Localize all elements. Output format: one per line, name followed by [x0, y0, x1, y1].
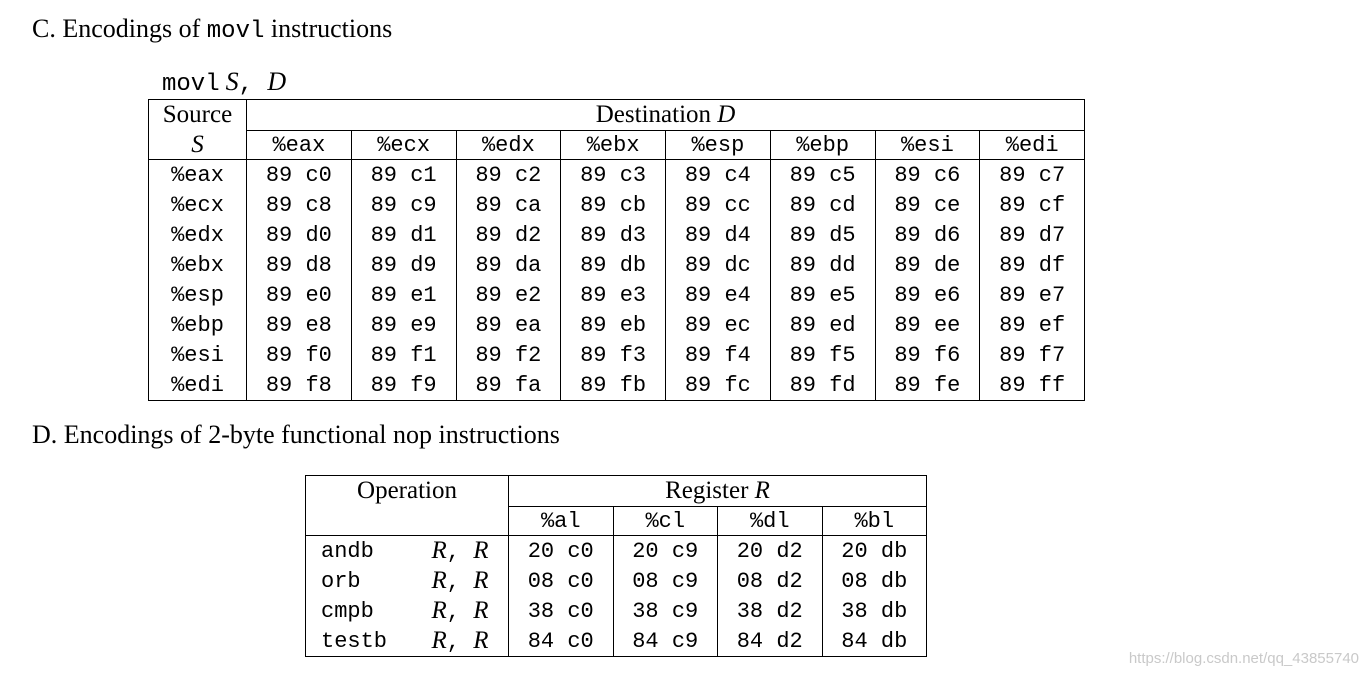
- encoding-cell: 89 ee: [875, 310, 980, 340]
- encoding-cell: 89 ef: [980, 310, 1085, 340]
- encoding-cell: 89 d7: [980, 220, 1085, 250]
- encoding-cell: 08 c0: [509, 566, 614, 596]
- source-register-cell: %ebx: [171, 252, 224, 278]
- operation-name-cell: orb: [321, 568, 361, 594]
- encoding-cell: 89 f8: [247, 370, 352, 401]
- operand-a: R: [431, 537, 447, 564]
- encoding-cell: 89 e3: [561, 280, 666, 310]
- encoding-cell: 89 f5: [770, 340, 875, 370]
- operand-a: R: [431, 597, 447, 624]
- operation-header: Operation: [357, 477, 457, 505]
- encoding-cell: 89 c7: [980, 160, 1085, 191]
- source-register-cell: %esp: [171, 282, 224, 308]
- encoding-cell: 89 ca: [456, 190, 561, 220]
- table-row: [149, 190, 1085, 220]
- syntax-comma: ,: [238, 71, 268, 98]
- operand-comma: ,: [446, 570, 474, 595]
- encoding-cell: 89 dd: [770, 250, 875, 280]
- operation-header-blank: [306, 507, 509, 536]
- table-row: [306, 626, 927, 657]
- encoding-cell: 89 d9: [351, 250, 456, 280]
- encoding-cell: 89 f1: [351, 340, 456, 370]
- encoding-cell: 89 e1: [351, 280, 456, 310]
- encoding-cell: 89 f0: [247, 340, 352, 370]
- encoding-cell: 89 c2: [456, 160, 561, 191]
- table-row: [306, 596, 927, 626]
- encoding-cell: 89 e0: [247, 280, 352, 310]
- operation-name-cell: andb: [321, 538, 374, 564]
- column-header: %eax: [247, 131, 352, 160]
- movl-encoding-table: [148, 99, 1085, 401]
- section-d-heading: D. Encodings of 2-byte functional nop instructions: [32, 420, 560, 449]
- encoding-cell: 08 db: [822, 566, 927, 596]
- encoding-cell: 89 ec: [666, 310, 771, 340]
- encoding-cell: 89 cb: [561, 190, 666, 220]
- encoding-cell: 89 fc: [666, 370, 771, 401]
- column-header: %al: [509, 507, 614, 536]
- encoding-cell: 08 d2: [718, 566, 823, 596]
- encoding-cell: 89 d2: [456, 220, 561, 250]
- section-c-heading-suffix: instructions: [264, 14, 393, 43]
- table-row: [306, 536, 927, 567]
- encoding-cell: 89 cc: [666, 190, 771, 220]
- section-c-heading-prefix: C. Encodings of: [32, 14, 207, 43]
- encoding-cell: 84 c9: [613, 626, 718, 657]
- source-register-cell: %edi: [171, 372, 224, 398]
- encoding-cell: 38 c0: [509, 596, 614, 626]
- encoding-cell: 89 e9: [351, 310, 456, 340]
- encoding-cell: 89 e4: [666, 280, 771, 310]
- source-register-cell: %eax: [171, 162, 224, 188]
- encoding-cell: 38 c9: [613, 596, 718, 626]
- encoding-cell: 89 f7: [980, 340, 1085, 370]
- column-header: %ebx: [561, 131, 666, 160]
- source-header: Source: [162, 101, 233, 129]
- encoding-cell: 89 f2: [456, 340, 561, 370]
- column-header: %bl: [822, 507, 927, 536]
- encoding-cell: 38 d2: [718, 596, 823, 626]
- table-d-column-header-row: [306, 507, 927, 536]
- encoding-cell: 89 d1: [351, 220, 456, 250]
- encoding-cell: 84 c0: [509, 626, 614, 657]
- column-header: %ecx: [351, 131, 456, 160]
- source-register-cell: %ebp: [171, 312, 224, 338]
- encoding-cell: 89 e2: [456, 280, 561, 310]
- operand-b: R: [473, 627, 489, 654]
- source-register-cell: %esi: [171, 342, 224, 368]
- encoding-cell: 89 ea: [456, 310, 561, 340]
- encoding-cell: 89 fb: [561, 370, 666, 401]
- table-c-body: [149, 160, 1085, 401]
- operands-cell: [416, 536, 509, 567]
- encoding-cell: 89 cf: [980, 190, 1085, 220]
- encoding-cell: 89 f4: [666, 340, 771, 370]
- operands-cell: [416, 626, 509, 657]
- source-register-cell: %ecx: [171, 192, 224, 218]
- encoding-cell: 89 d8: [247, 250, 352, 280]
- watermark: https://blog.csdn.net/qq_43855740: [1128, 650, 1359, 667]
- column-header: %edi: [980, 131, 1085, 160]
- operands-cell: [416, 566, 509, 596]
- encoding-cell: 89 df: [980, 250, 1085, 280]
- table-row: [149, 160, 1085, 191]
- encoding-cell: 89 de: [875, 250, 980, 280]
- table-c-header-row: [149, 100, 1085, 131]
- operand-b: R: [473, 567, 489, 594]
- column-header: %edx: [456, 131, 561, 160]
- encoding-cell: 89 db: [561, 250, 666, 280]
- encoding-cell: 84 db: [822, 626, 927, 657]
- encoding-cell: 89 cd: [770, 190, 875, 220]
- table-row: [149, 220, 1085, 250]
- table-row: [149, 370, 1085, 401]
- destination-var: D: [717, 101, 736, 128]
- encoding-cell: 20 c0: [509, 536, 614, 567]
- encoding-cell: 89 fe: [875, 370, 980, 401]
- operand-b: R: [473, 537, 489, 564]
- destination-header: [247, 100, 1085, 131]
- encoding-cell: 89 c5: [770, 160, 875, 191]
- operand-b: R: [473, 597, 489, 624]
- encoding-cell: 20 d2: [718, 536, 823, 567]
- register-label: Register: [665, 477, 749, 504]
- source-register-cell: %edx: [171, 222, 224, 248]
- section-c-heading: [32, 14, 392, 47]
- encoding-cell: 38 db: [822, 596, 927, 626]
- column-header: %cl: [613, 507, 718, 536]
- operand-comma: ,: [446, 600, 474, 625]
- register-var: R: [754, 477, 770, 504]
- encoding-cell: 89 f6: [875, 340, 980, 370]
- encoding-cell: 89 c9: [351, 190, 456, 220]
- encoding-cell: 89 ff: [980, 370, 1085, 401]
- movl-syntax-line: [162, 68, 286, 99]
- source-var: S: [149, 131, 247, 160]
- encoding-cell: 89 c0: [247, 160, 352, 191]
- operation-name-cell: cmpb: [321, 598, 374, 624]
- encoding-cell: 89 fa: [456, 370, 561, 401]
- syntax-source: S: [225, 67, 239, 96]
- operand-a: R: [431, 627, 447, 654]
- encoding-cell: 20 c9: [613, 536, 718, 567]
- encoding-cell: 89 d6: [875, 220, 980, 250]
- encoding-cell: 89 ed: [770, 310, 875, 340]
- column-header: %dl: [718, 507, 823, 536]
- destination-label: Destination: [595, 101, 712, 128]
- section-c-heading-code: movl: [206, 18, 265, 45]
- encoding-cell: 89 c6: [875, 160, 980, 191]
- table-c-column-header-row: [149, 131, 1085, 160]
- encoding-cell: 89 e5: [770, 280, 875, 310]
- encoding-cell: 89 fd: [770, 370, 875, 401]
- table-row: [149, 310, 1085, 340]
- encoding-cell: 89 eb: [561, 310, 666, 340]
- table-d-header-row: [306, 476, 927, 507]
- encoding-cell: 89 c8: [247, 190, 352, 220]
- table-row: [149, 250, 1085, 280]
- encoding-cell: 89 f9: [351, 370, 456, 401]
- operands-cell: [416, 596, 509, 626]
- nop-encoding-table: [305, 475, 927, 657]
- table-row: [149, 280, 1085, 310]
- encoding-cell: 89 d0: [247, 220, 352, 250]
- encoding-cell: 89 d5: [770, 220, 875, 250]
- table-row: [306, 566, 927, 596]
- syntax-code: movl: [162, 71, 220, 98]
- encoding-cell: 89 f3: [561, 340, 666, 370]
- encoding-cell: 89 e8: [247, 310, 352, 340]
- encoding-cell: 89 c4: [666, 160, 771, 191]
- encoding-cell: 89 da: [456, 250, 561, 280]
- encoding-cell: 08 c9: [613, 566, 718, 596]
- encoding-cell: 89 ce: [875, 190, 980, 220]
- column-header: %esi: [875, 131, 980, 160]
- syntax-destination: D: [267, 67, 287, 96]
- table-row: [149, 340, 1085, 370]
- register-header: [509, 476, 927, 507]
- encoding-cell: 89 c3: [561, 160, 666, 191]
- column-header: %ebp: [770, 131, 875, 160]
- column-header: %esp: [666, 131, 771, 160]
- encoding-cell: 89 c1: [351, 160, 456, 191]
- operand-comma: ,: [446, 630, 474, 655]
- encoding-cell: 89 dc: [666, 250, 771, 280]
- encoding-cell: 89 d4: [666, 220, 771, 250]
- table-d-body: [306, 536, 927, 657]
- encoding-cell: 89 d3: [561, 220, 666, 250]
- encoding-cell: 89 e6: [875, 280, 980, 310]
- encoding-cell: 89 e7: [980, 280, 1085, 310]
- operation-name-cell: testb: [321, 628, 388, 654]
- encoding-cell: 84 d2: [718, 626, 823, 657]
- operand-comma: ,: [446, 540, 474, 565]
- operand-a: R: [431, 567, 447, 594]
- encoding-cell: 20 db: [822, 536, 927, 567]
